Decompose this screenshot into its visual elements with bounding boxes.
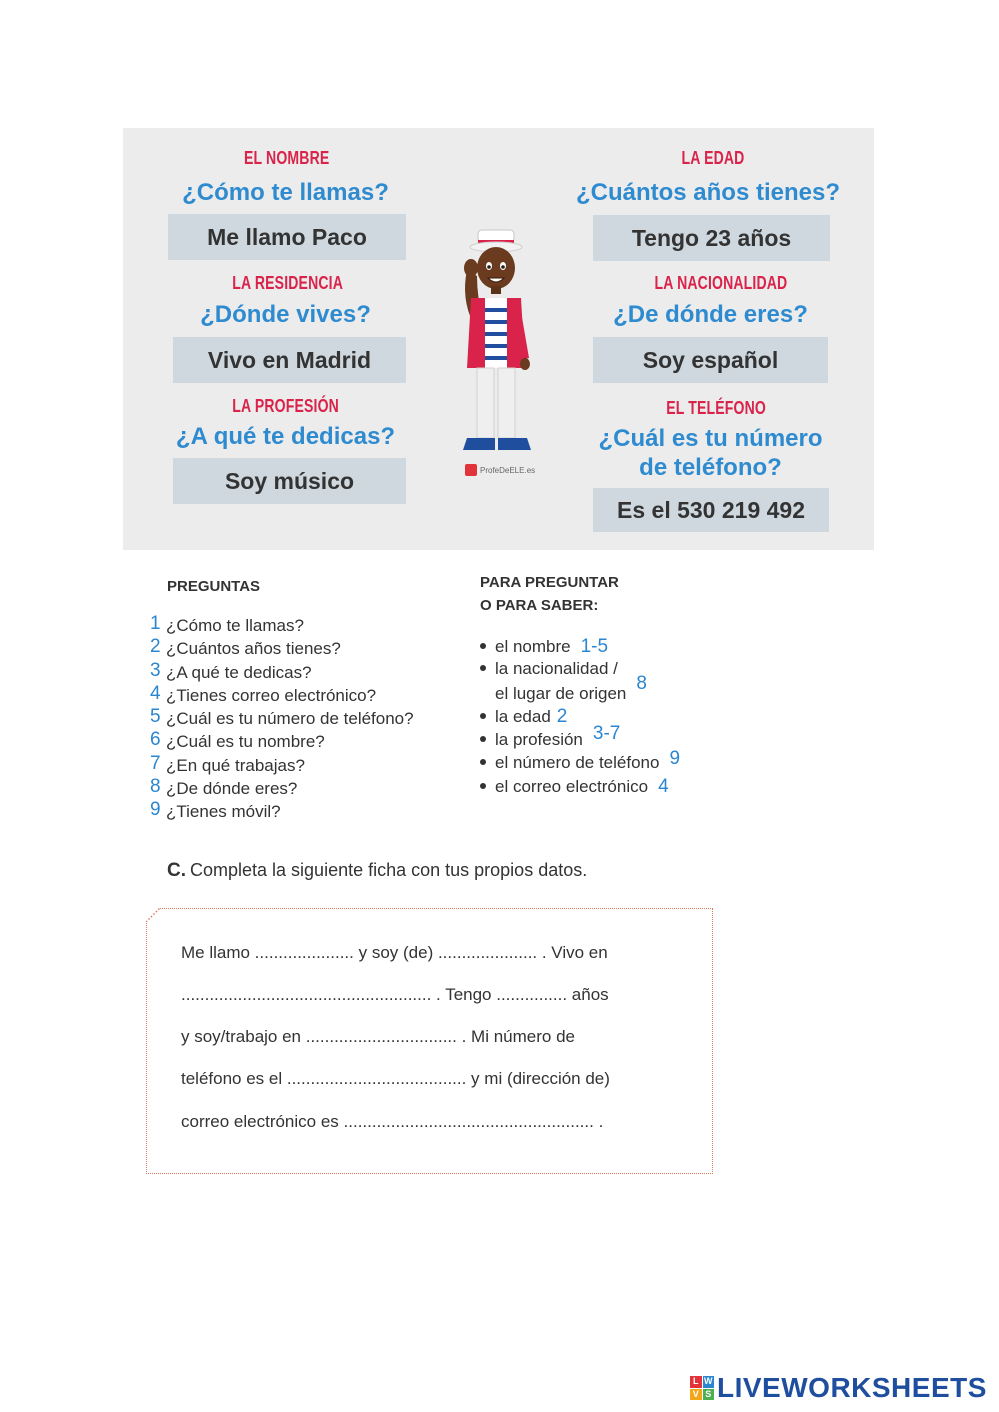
question-text: ¿De dónde eres?: [166, 779, 298, 799]
category-nombre: EL NOMBRE: [244, 148, 330, 168]
handwritten-number: 5: [150, 706, 161, 728]
question-text: ¿A qué te dedicas?: [166, 662, 312, 682]
question-text: ¿Cuál es tu nombre?: [166, 732, 325, 752]
question-nacionalidad: ¿De dónde eres?: [613, 301, 808, 328]
answer-telefono: Es el 530 219 492: [593, 488, 829, 532]
handwritten-number: 8: [150, 776, 161, 798]
boy-illustration: [453, 228, 543, 458]
bullet: [480, 643, 486, 649]
ficha-line-3[interactable]: y soy/trabajo en ................................ . Mi número de: [181, 1027, 575, 1046]
category-telefono: EL TELÉFONO: [666, 398, 766, 418]
list-item: [480, 672, 680, 706]
brand-name: LIVEWORKSHEETS: [717, 1372, 987, 1403]
handwritten-number: 7: [150, 752, 161, 774]
topic-text: la nacionalidad /: [495, 659, 618, 679]
logo-text: ProfeDeELE.es: [480, 465, 536, 475]
section-c-title: [167, 860, 587, 882]
icon-letter: W: [704, 1376, 713, 1386]
answer-nacionalidad: Soy español: [593, 337, 828, 383]
list-item: [480, 636, 680, 659]
icon-letter: S: [703, 1389, 715, 1401]
handwritten-number: 1: [150, 613, 161, 634]
handwritten-number: 6: [150, 729, 161, 751]
bullet: [480, 665, 486, 671]
ficha-line-2[interactable]: ..................................................... . Tengo ............... años: [181, 985, 609, 1004]
category-profesion: LA PROFESIÓN: [232, 396, 339, 416]
topic-text: el número de teléfono: [495, 753, 660, 773]
section-c-instruction: Completa la siguiente ficha con tus propios datos.: [190, 860, 588, 880]
ficha-line-5[interactable]: correo electrónico es ..................................................... .: [181, 1112, 604, 1131]
answer-input[interactable]: 1-5: [580, 636, 609, 657]
bullet: [480, 736, 486, 742]
answer-input[interactable]: 8: [636, 672, 647, 694]
category-nacionalidad: LA NACIONALIDAD: [654, 273, 788, 293]
logo-icon: [465, 464, 477, 476]
answer-input[interactable]: 2: [556, 705, 568, 727]
question-nombre: ¿Cómo te llamas?: [182, 179, 389, 206]
profedeele-logo: [465, 464, 535, 476]
answer-input[interactable]: 3-7: [592, 723, 621, 745]
icon-letter: V: [690, 1389, 702, 1401]
answer-input[interactable]: 4: [658, 775, 669, 797]
topic-text: el correo electrónico: [495, 776, 649, 796]
saber-title-line1: PARA PREGUNTAR: [480, 574, 619, 591]
ficha-form: [146, 908, 713, 1174]
bullet: [480, 783, 486, 789]
ficha-line-1[interactable]: Me llamo ..................... y soy (de) ..................... . Vivo en: [181, 943, 608, 962]
handwritten-number: 3: [150, 659, 161, 681]
question-text: ¿En qué trabajas?: [166, 755, 305, 775]
question-text: ¿Tienes correo electrónico?: [166, 685, 377, 705]
topic-text: la edad: [495, 706, 551, 726]
handwritten-number: 2: [150, 636, 161, 658]
topic-text: el lugar de origen: [495, 683, 627, 703]
saber-list: [480, 636, 680, 799]
answer-residencia: Vivo en Madrid: [173, 337, 406, 383]
question-telefono-line1: ¿Cuál es tu número: [598, 425, 823, 452]
icon-letter: L: [690, 1376, 702, 1388]
question-edad: ¿Cuántos años tienes?: [575, 179, 841, 206]
handwritten-number: 4: [150, 682, 161, 704]
saber-title-line2: O PARA SABER:: [480, 597, 599, 614]
list-item: [480, 723, 680, 752]
question-text: ¿Tienes móvil?: [166, 802, 281, 822]
ficha-line-4[interactable]: teléfono es el ...................................... y mi (dirección de): [181, 1069, 610, 1088]
list-item: [480, 748, 681, 775]
preguntas-title: PREGUNTAS: [167, 578, 261, 595]
answer-nombre: Me llamo Paco: [168, 214, 406, 260]
bullet: [480, 759, 486, 765]
answer-input[interactable]: 9: [669, 748, 681, 770]
liveworksheets-brand: [690, 1372, 987, 1404]
category-edad: LA EDAD: [681, 148, 745, 168]
handwritten-number: 9: [150, 799, 161, 821]
info-panel: [123, 128, 874, 550]
list-item: [480, 706, 680, 729]
topic-text: el nombre: [495, 637, 571, 656]
topic-text: la profesión: [495, 730, 583, 750]
question-telefono-line2: de teléfono?: [639, 454, 782, 481]
bullet: [480, 713, 486, 719]
answer-profesion: Soy músico: [173, 458, 406, 504]
liveworksheets-icon: [690, 1376, 714, 1400]
question-text: ¿Cómo te llamas?: [166, 616, 304, 635]
question-text: ¿Cuántos años tienes?: [166, 639, 341, 659]
list-item: [480, 659, 680, 682]
question-text: ¿Cuál es tu número de teléfono?: [166, 709, 414, 729]
question-residencia: ¿Dónde vives?: [200, 301, 371, 328]
answer-edad: Tengo 23 años: [593, 215, 830, 261]
ficha-folded-corner: [146, 908, 160, 922]
section-letter: C.: [167, 860, 186, 881]
question-profesion: ¿A qué te dedicas?: [175, 423, 396, 450]
category-residencia: LA RESIDENCIA: [232, 273, 344, 293]
list-item: [480, 776, 680, 799]
